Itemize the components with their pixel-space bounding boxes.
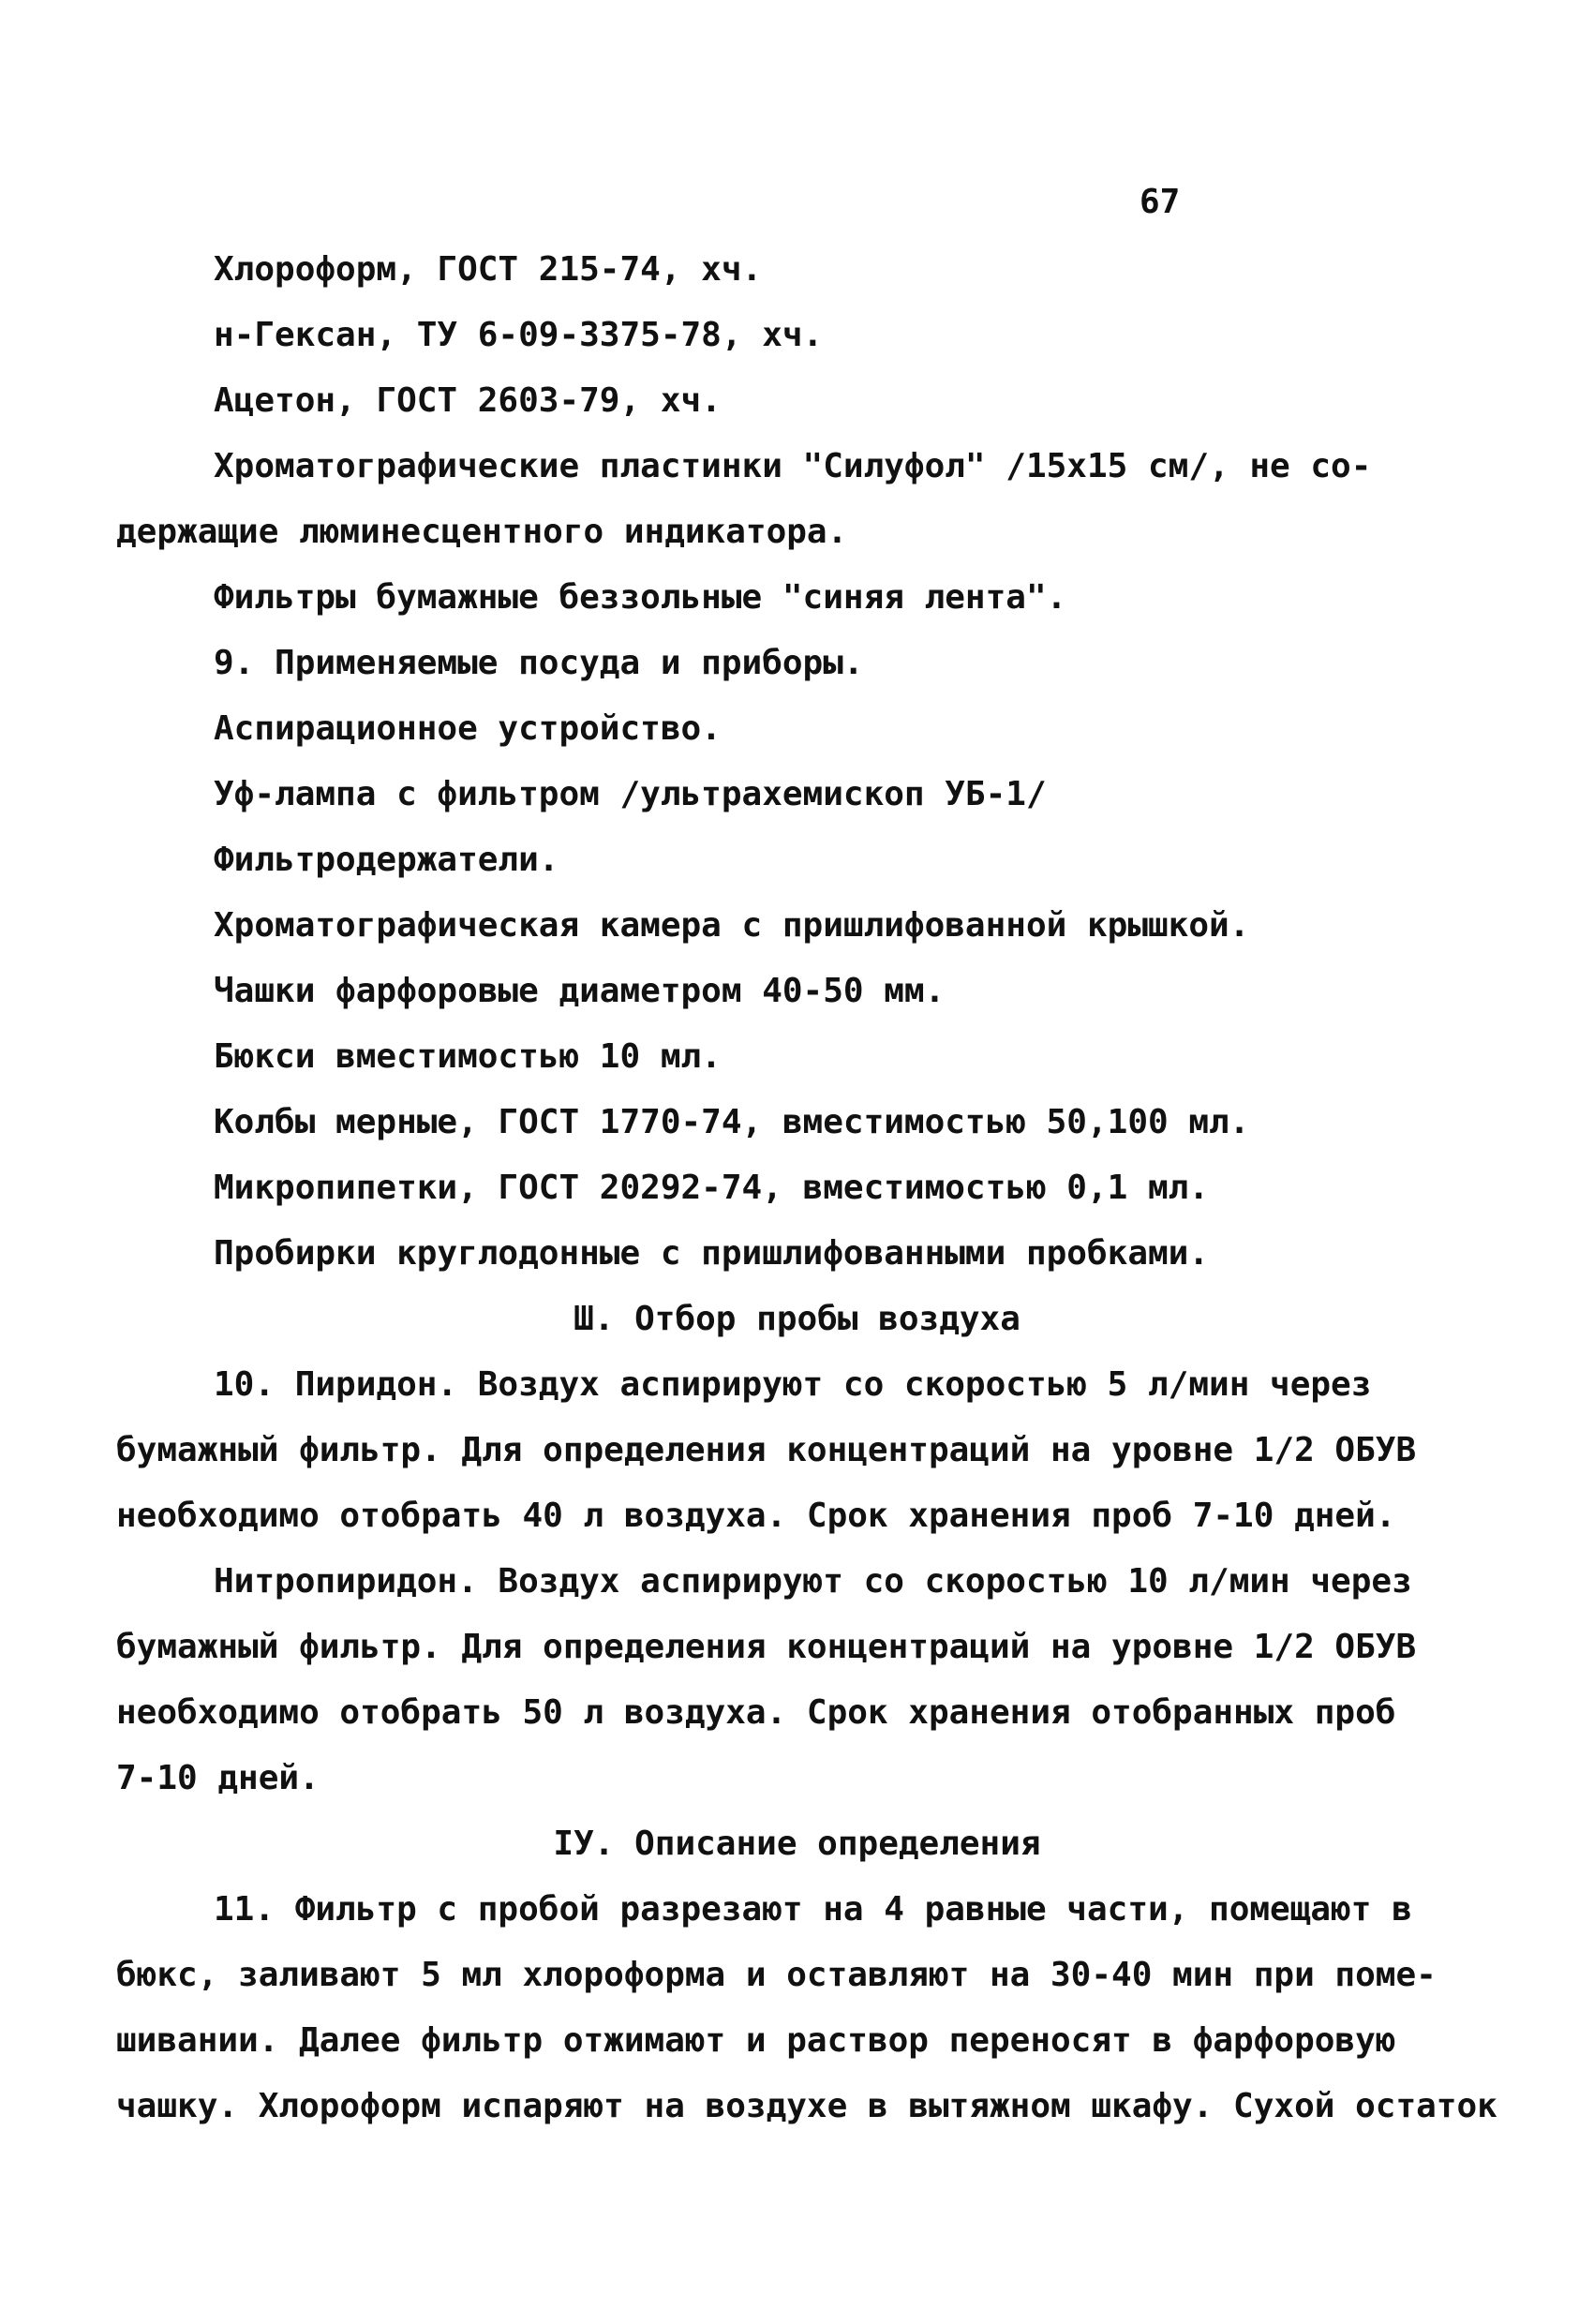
- section-3-title: Ш. Отбор пробы воздуха: [574, 1300, 1020, 1338]
- paragraph-line: 11. Фильтр с пробой разрезают на 4 равные части, помещают в: [214, 1890, 1412, 1929]
- equipment-line: Чашки фарфоровые диаметром 40-50 мм.: [214, 972, 946, 1010]
- reagent-line: н-Гексан, ТУ 6-09-3375-78, хч.: [214, 316, 824, 354]
- equipment-line: Фильтродержатели.: [214, 841, 559, 879]
- reagent-line: Хроматографические пластинки "Силуфол" /15х15 см/, не со-: [214, 447, 1372, 485]
- reagent-line: держащие люминесцентного индикатора.: [116, 513, 848, 551]
- paragraph-line: чашку. Хлороформ испаряют на воздухе в вытяжном шкафу. Сухой остаток: [116, 2087, 1497, 2125]
- equipment-line: Колбы мерные, ГОСТ 1770-74, вместимостью 50,100 мл.: [214, 1103, 1250, 1141]
- reagent-line: Фильтры бумажные беззольные "синяя лента".: [214, 578, 1067, 617]
- paragraph-line: бумажный фильтр. Для определения концентраций на уровне 1/2 ОБУВ: [116, 1628, 1417, 1666]
- equipment-line: Хроматографическая камера с пришлифованной крышкой.: [214, 906, 1250, 945]
- section-9-heading: 9. Применяемые посуда и приборы.: [214, 644, 864, 682]
- paragraph-line: необходимо отобрать 50 л воздуха. Срок хранения отобранных проб: [116, 1693, 1396, 1732]
- paragraph-line: 10. Пиридон. Воздух аспирируют со скоростью 5 л/мин через: [214, 1365, 1372, 1404]
- paragraph-line: необходимо отобрать 40 л воздуха. Срок хранения проб 7-10 дней.: [116, 1497, 1396, 1535]
- paragraph-line: бумажный фильтр. Для определения концентраций на уровне 1/2 ОБУВ: [116, 1431, 1417, 1469]
- equipment-line: Микропипетки, ГОСТ 20292-74, вместимостью 0,1 мл.: [214, 1169, 1210, 1207]
- reagent-line: Хлороформ, ГОСТ 215-74, хч.: [214, 250, 763, 289]
- paragraph-line: Нитропиридон. Воздух аспирируют со скоростью 10 л/мин через: [214, 1562, 1412, 1601]
- paragraph-line: бюкс, заливают 5 мл хлороформа и оставляют на 30-40 мин при поме-: [116, 1956, 1437, 1994]
- section-4-title: IУ. Описание определения: [553, 1825, 1041, 1863]
- paragraph-line: 7-10 дней.: [116, 1759, 320, 1797]
- reagent-line: Ацетон, ГОСТ 2603-79, хч.: [214, 381, 722, 420]
- equipment-line: Аспирационное устройство.: [214, 709, 722, 748]
- paragraph-line: шивании. Далее фильтр отжимают и раствор переносят в фарфоровую: [116, 2021, 1396, 2060]
- equipment-line: Бюкси вместимостью 10 мл.: [214, 1037, 722, 1076]
- equipment-line: Пробирки круглодонные с пришлифованными пробками.: [214, 1234, 1210, 1273]
- page-number: 67: [1140, 183, 1181, 221]
- equipment-line: Уф-лампа с фильтром /ультрахемископ УБ-1/: [214, 775, 1047, 813]
